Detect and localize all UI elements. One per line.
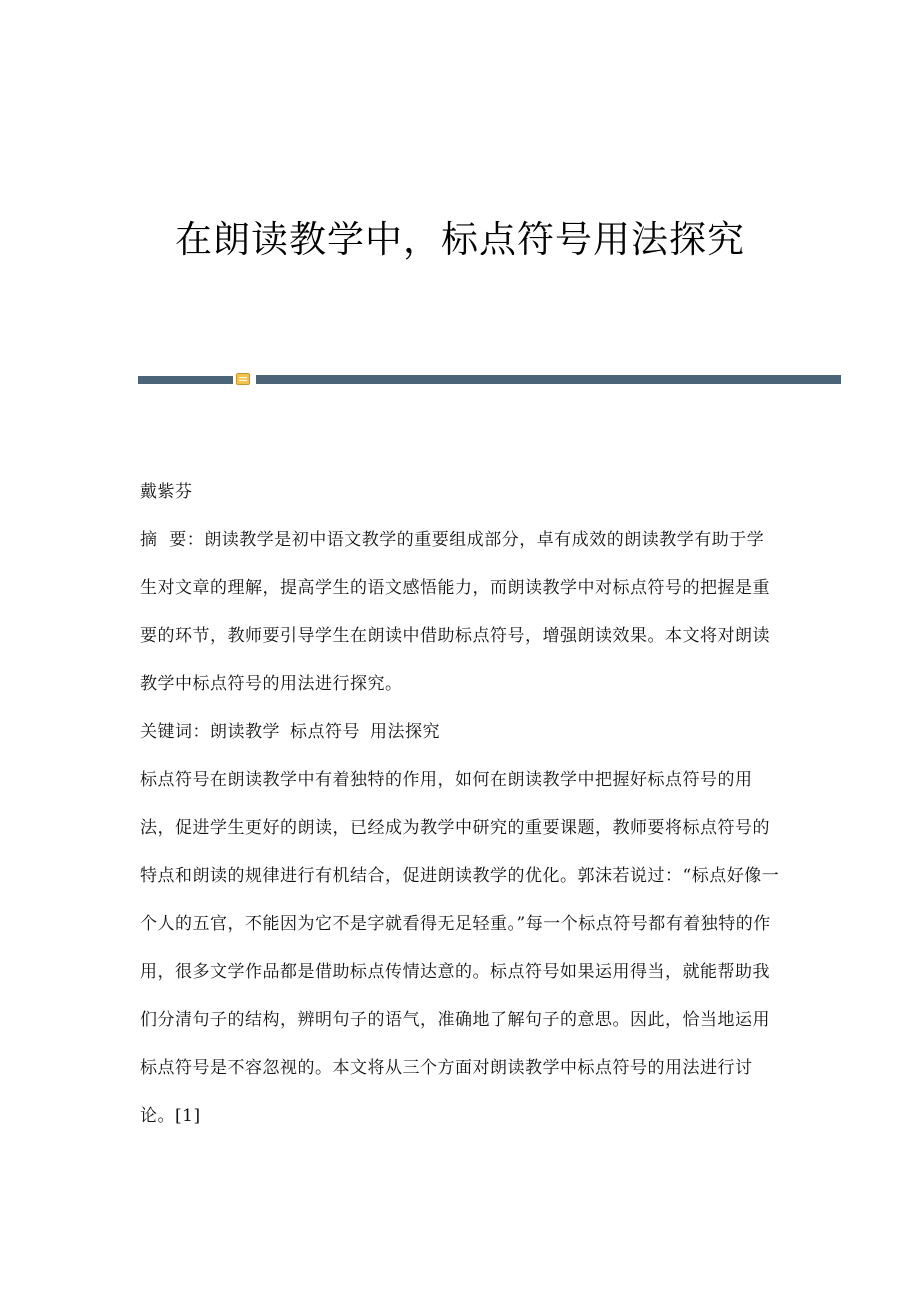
document-title: 在朗读教学中，标点符号用法探究 — [175, 218, 745, 261]
keyword-item: 用法探究 — [370, 722, 440, 742]
abstract-label: 摘 要： — [140, 530, 205, 550]
abstract-text: 朗读教学是初中语文教学的重要组成部分，卓有成效的朗读教学有助于学生对文章的理解，提高学生的语文感悟能力，而朗读教学中对标点符号的把握是重要的环节，教师要引导学生在朗读中借助标点符号，增强朗读效果。本文将对朗读教学中标点符号的用法进行探究。 — [140, 530, 770, 694]
keywords-label: 关键词： — [140, 722, 210, 742]
divider-bar-left — [138, 376, 233, 384]
divider-badge-icon — [236, 373, 250, 385]
keyword-item: 朗读教学 — [210, 722, 280, 742]
divider-bar-right — [256, 375, 841, 384]
author-name: 戴紫芬 — [140, 482, 193, 502]
title-divider — [138, 372, 841, 388]
keywords-line — [140, 708, 780, 756]
document-content — [140, 468, 780, 1140]
keyword-item: 标点符号 — [290, 722, 360, 742]
abstract-paragraph — [140, 516, 780, 708]
body-paragraph: 标点符号在朗读教学中有着独特的作用，如何在朗读教学中把握好标点符号的用法，促进学生更好的朗读，已经成为教学中研究的重要课题，教师要将标点符号的特点和朗读的规律进行有机结合，促进朗读教学的优化。郭沫若说过：“标点好像一个人的五官，不能因为它不是字就看得无足轻重。”每一个标点符号都有着独特的作用，很多文学作品都是借助标点传情达意的。标点符号如果运用得当，就能帮助我们分清句子的结构，辨明句子的语气，准确地了解句子的意思。因此，恰当地运用标点符号是不容忽视的。本文将从三个方面对朗读教学中标点符号的用法进行讨论。[1] — [140, 770, 780, 1126]
